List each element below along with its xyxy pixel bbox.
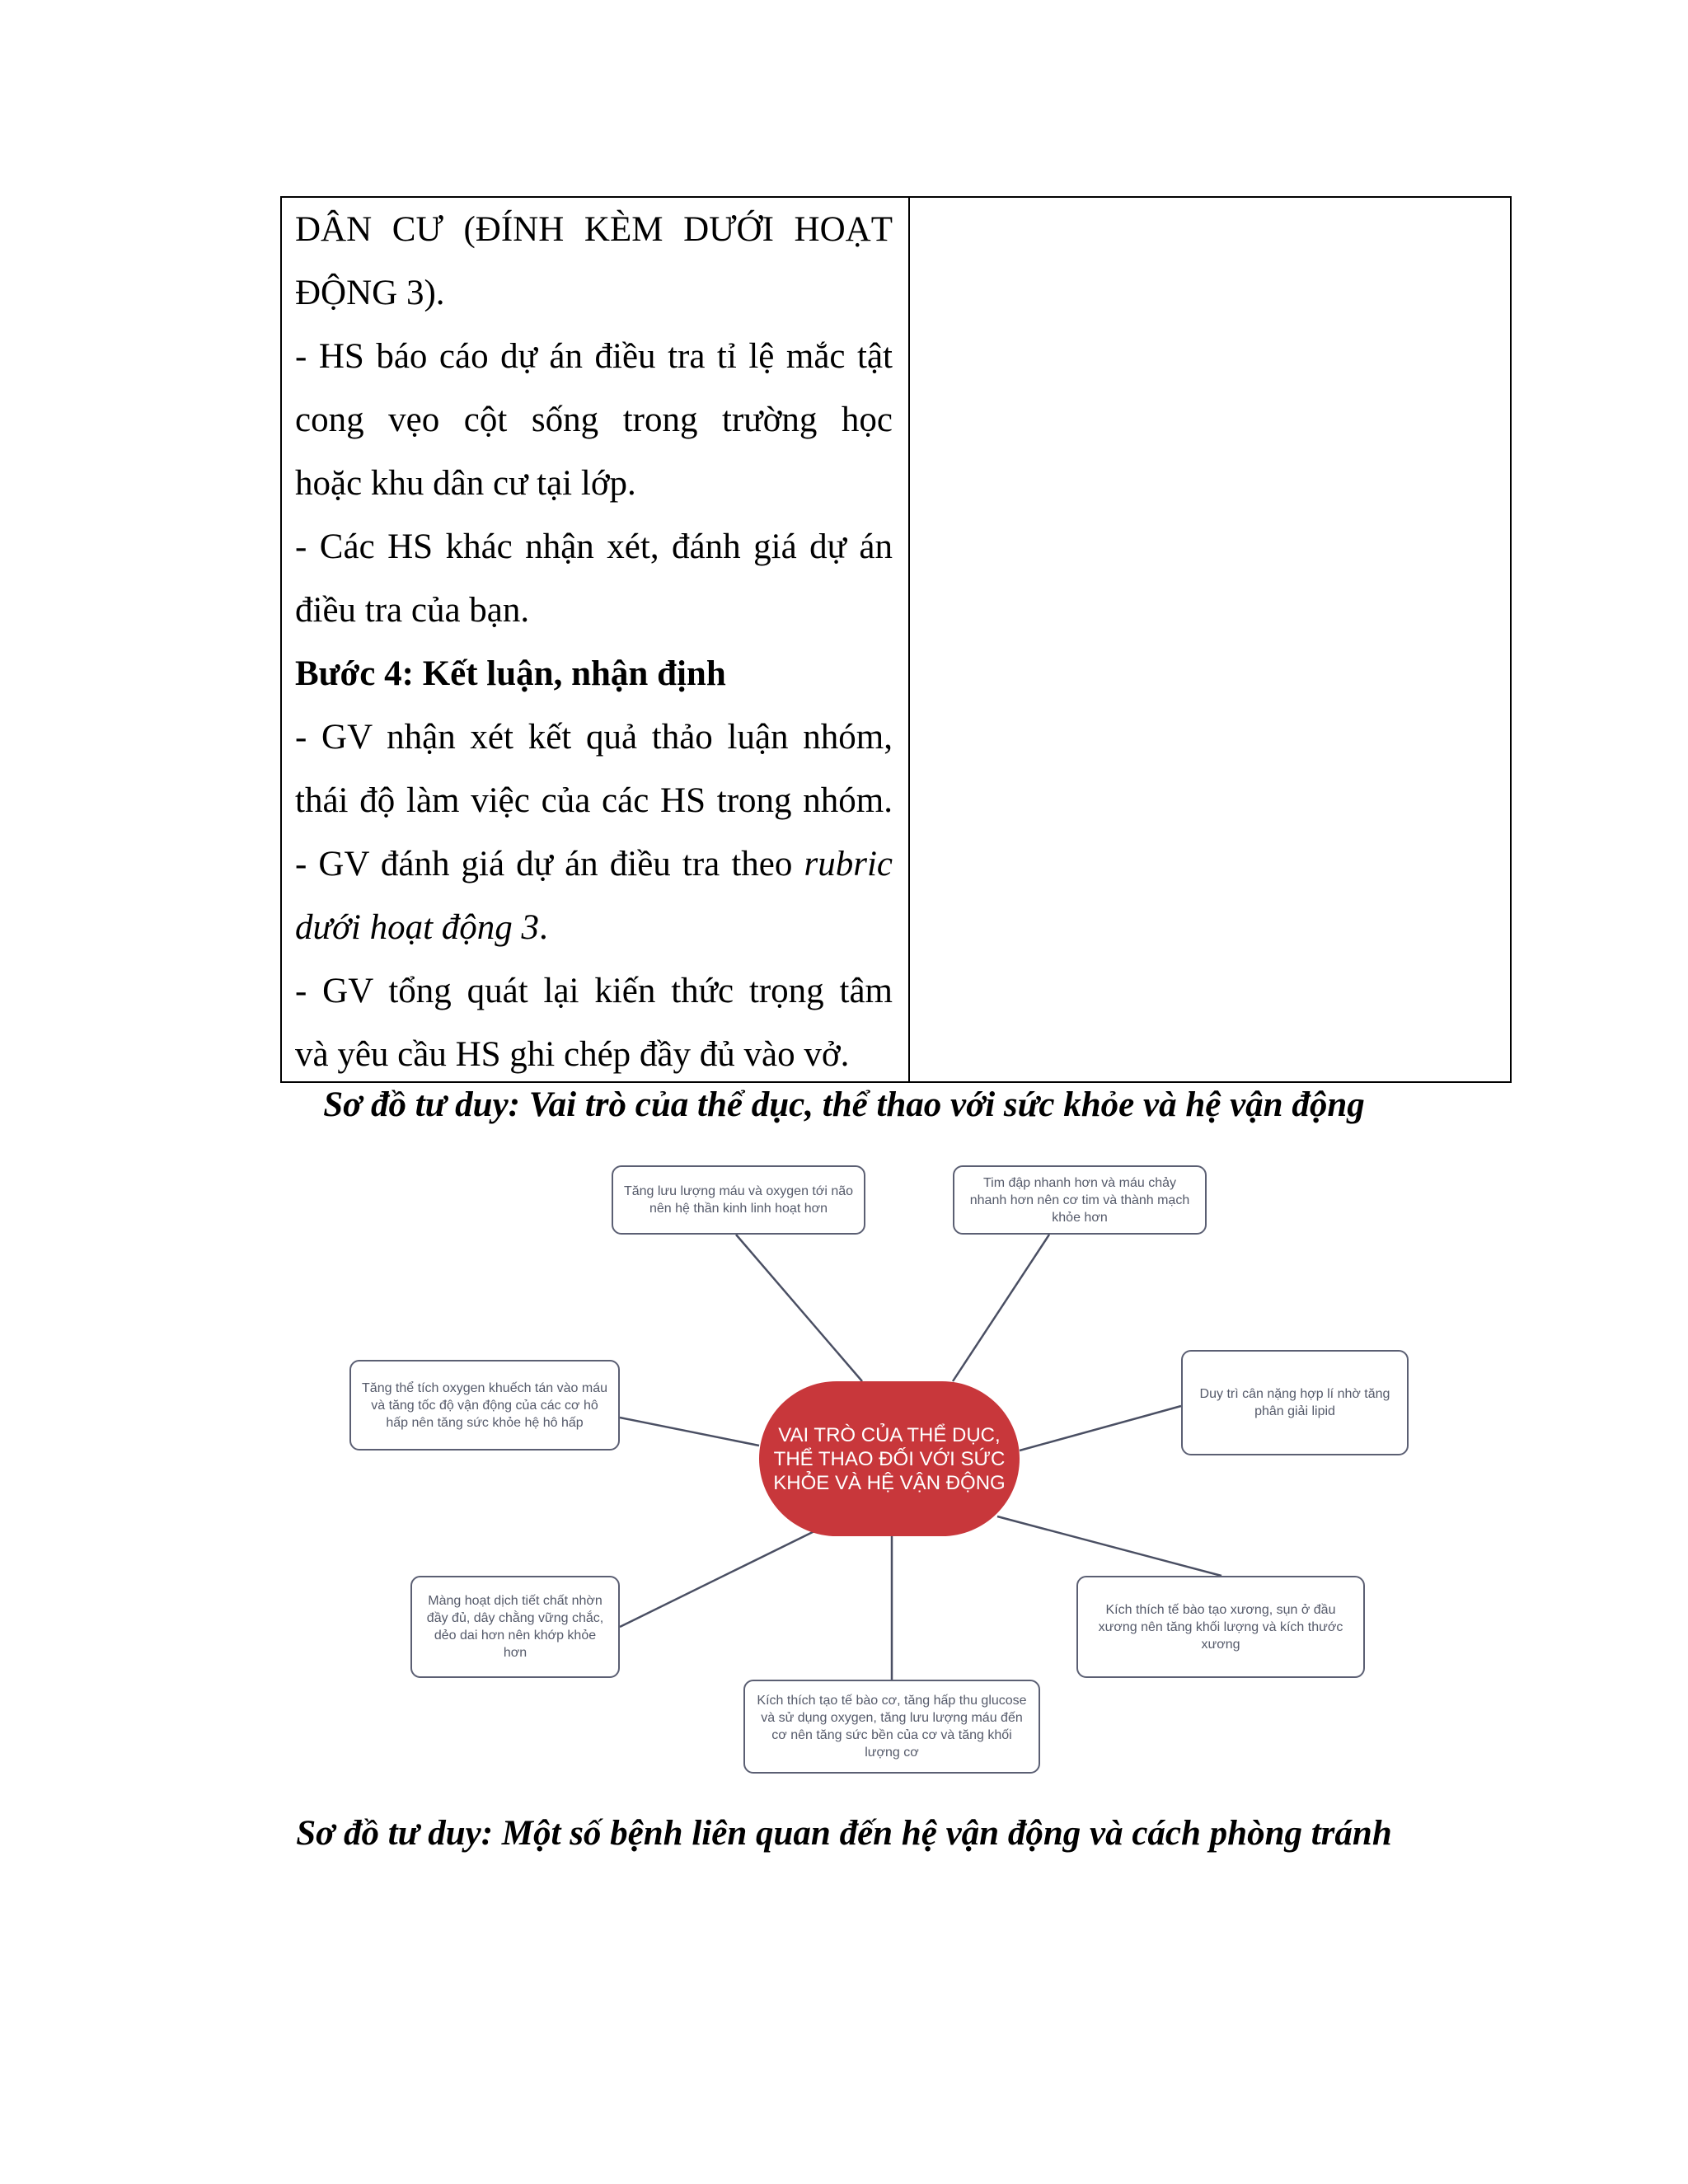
text-line [295,832,893,896]
text-line: và yêu cầu HS ghi chép đầy đủ vào vở. [295,1035,850,1074]
text-segment-italic: dưới hoạt động 3 [295,908,540,947]
mindmap-node: Kích thích tạo tế bào cơ, tăng hấp thu glucose và sử dụng oxygen, tăng lưu lượng máu đến cơ nên tăng sức bền của cơ và tăng khối lượng cơ [743,1680,1040,1774]
text-line: - GV nhận xét kết quả thảo luận nhóm, [295,718,893,757]
text-line: - GV tổng quát lại kiến thức trọng tâm [295,972,893,1010]
text-line: ĐỘNG 3). [295,274,445,312]
text-segment-italic: rubric [804,845,893,883]
mindmap-node: Tim đập nhanh hơn và máu chảy nhanh hơn nên cơ tim và thành mạch khỏe hơn [953,1165,1207,1235]
text-line: hoặc khu dân cư tại lớp. [295,464,636,503]
mindmap-node: Kích thích tế bào tạo xương, sụn ở đầu xương nên tăng khối lượng và kích thước xương [1076,1576,1365,1678]
connector-line [620,1418,759,1446]
text-line: - HS báo cáo dự án điều tra tỉ lệ mắc tật [295,337,893,376]
connector-line [997,1516,1221,1576]
mindmap-caption: Sơ đồ tư duy: Một số bệnh liên quan đến hệ vận động và cách phòng tránh [296,1814,1392,1853]
text-line: điều tra của bạn. [295,591,530,630]
text-line: DÂN CƯ (ĐÍNH KÈM DƯỚI HOẠT [295,210,893,249]
mindmap-center: VAI TRÒ CỦA THỂ DỤC, THỂ THAO ĐỐI VỚI SỨC KHỎE VÀ HỆ VẬN ĐỘNG [759,1381,1020,1536]
text-line: cong vẹo cột sống trong trường học [295,401,893,439]
connector-line [1020,1406,1181,1451]
text-line: thái độ làm việc của các HS trong nhóm. [295,781,893,820]
text-segment: . [539,908,548,947]
connector-line [736,1235,862,1381]
mindmap-node: Màng hoạt dịch tiết chất nhờn đầy đủ, dây chằng vững chắc, dẻo dai hơn nên khớp khỏe hơn [410,1576,620,1678]
table-column-divider [908,198,910,1081]
text-line: - Các HS khác nhận xét, đánh giá dự án [295,527,893,566]
mindmap-node: Duy trì cân nặng hợp lí nhờ tăng phân giải lipid [1181,1350,1409,1455]
lesson-table [280,196,1512,1083]
mindmap-caption: Sơ đồ tư duy: Vai trò của thể dục, thể thao với sức khỏe và hệ vận động [323,1085,1365,1124]
text-segment: - GV đánh giá dự án điều tra theo [295,845,793,883]
connector-line [620,1531,814,1627]
text-line [295,896,893,959]
mindmap-node: Tăng thể tích oxygen khuếch tán vào máu và tăng tốc độ vận động của các cơ hô hấp nên tăng sức khỏe hệ hô hấp [349,1360,620,1451]
table-left-cell [295,198,893,1086]
mindmap-node: Tăng lưu lượng máu và oxygen tới não nên hệ thần kinh linh hoạt hơn [612,1165,865,1235]
step-heading: Bước 4: Kết luận, nhận định [295,654,726,693]
connector-line [953,1235,1049,1381]
